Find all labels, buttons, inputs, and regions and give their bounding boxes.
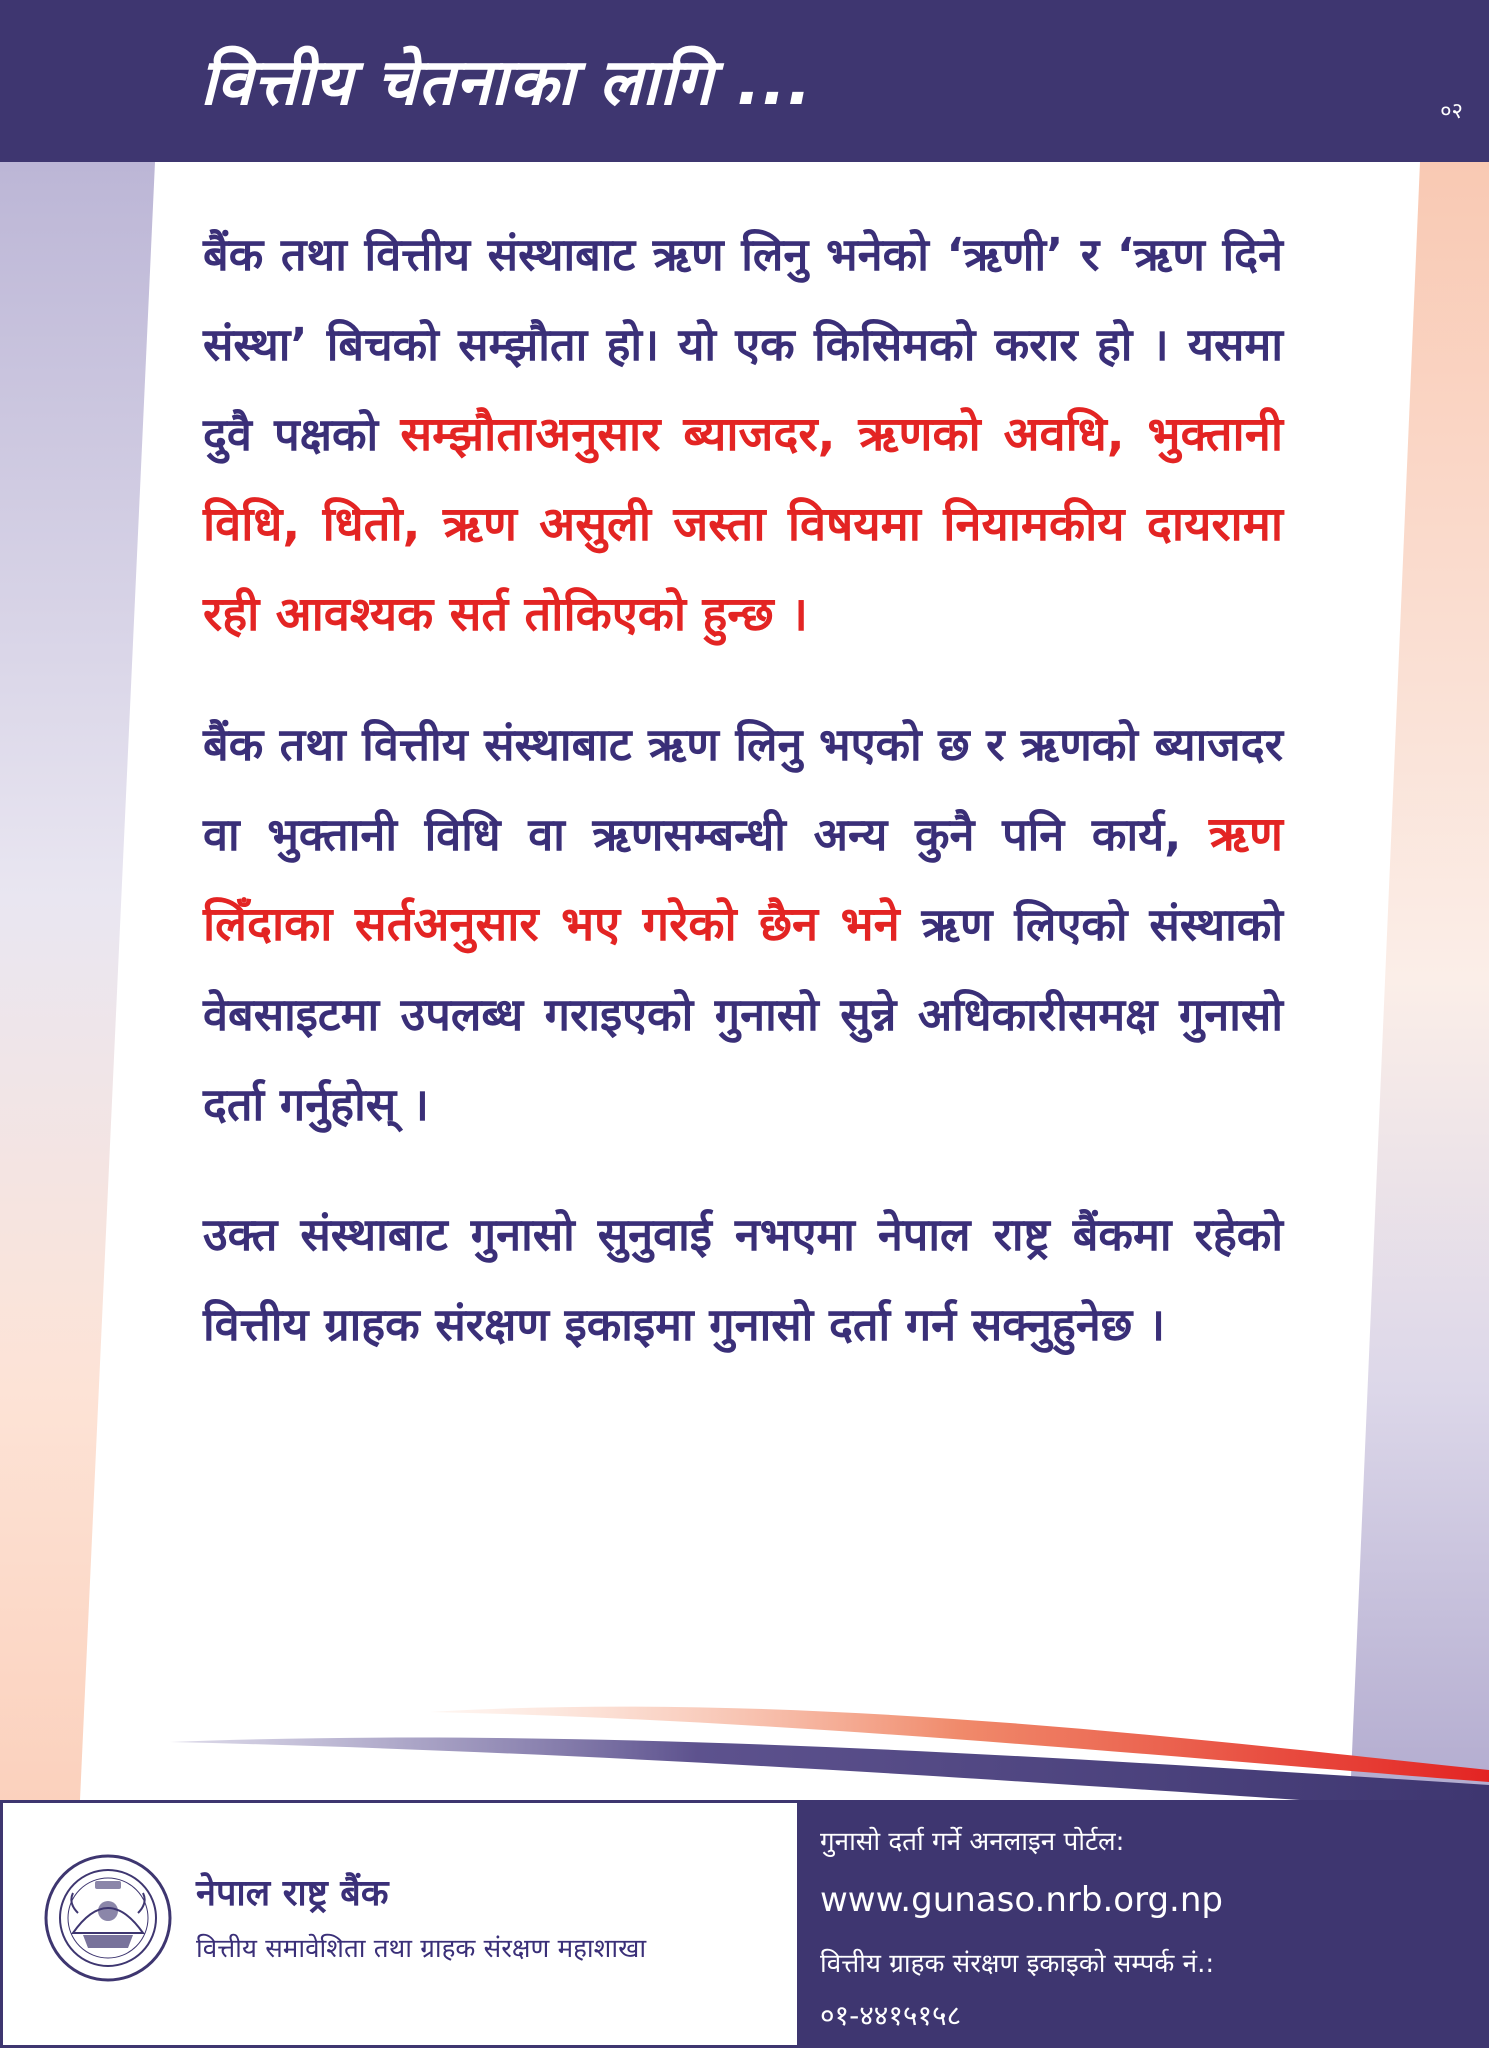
seal-icon <box>43 1853 173 1983</box>
organization-division: वित्तीय समावेशिता तथा ग्राहक संरक्षण महाशाखा <box>196 1934 647 1964</box>
paragraph-2-text-a: बैंक तथा वित्तीय संस्थाबाट ऋण लिनु भएको छ र ऋणको ब्याजदर वा भुक्तानी विधि वा ऋणसम्बन्धी अन्य कुनै पनि कार्य, <box>203 718 1283 861</box>
footer-contact-panel <box>800 1800 1489 2048</box>
main-content <box>203 210 1283 1410</box>
paragraph-2 <box>203 700 1283 1150</box>
header-bar <box>0 0 1489 162</box>
paragraph-1-text: बैंक तथा वित्तीय संस्थाबाट ऋण लिनु भनेको ‘ऋणी’ र ‘ऋण दिने संस्था’ बिचको सम्झौता हो। यो एक किसिमको करार हो । यसमा दुवै पक्षको <box>203 228 1283 461</box>
footer-organization-panel <box>0 1800 800 2048</box>
paragraph-3: उक्त संस्थाबाट गुनासो सुनुवाई नभएमा नेपाल राष्ट्र बैंकमा रहेको वित्तीय ग्राहक संरक्षण इकाइमा गुनासो दर्ता गर्न सक्नुहुनेछ । <box>203 1208 1283 1351</box>
contact-number: ०१-४४१५१५८ <box>820 1999 962 2032</box>
paragraph-2-highlight: ऋण लिँदाका सर्तअनुसार भए गरेको छैन भने <box>203 807 1283 952</box>
portal-label: गुनासो दर्ता गर्ने अनलाइन पोर्टल: <box>820 1827 1125 1857</box>
contact-label: वित्तीय ग्राहक संरक्षण इकाइको सम्पर्क नं.: <box>820 1949 1215 1979</box>
paragraph-1 <box>203 210 1283 660</box>
paragraph-2-text-b: ऋण लिएको संस्थाको वेबसाइटमा उपलब्ध गराइएको गुनासो सुन्ने अधिकारीसमक्ष गुनासो दर्ता गर्नुहोस् । <box>203 898 1283 1131</box>
portal-url-link[interactable]: www.gunaso.nrb.org.np <box>820 1880 1223 1920</box>
page-number: ०२ <box>1440 99 1463 124</box>
organization-name: नेपाल राष्ट्र बैंक <box>196 1873 389 1914</box>
page-title: वित्तीय चेतनाका लागि ... <box>200 46 813 120</box>
paragraph-1-highlight: सम्झौताअनुसार ब्याजदर, ऋणको अवधि, भुक्तानी विधि, धितो, ऋण असुली जस्ता विषयमा नियामकीय दायरामा रही आवश्यक सर्त तोकिएको हुन्छ । <box>203 407 1283 642</box>
